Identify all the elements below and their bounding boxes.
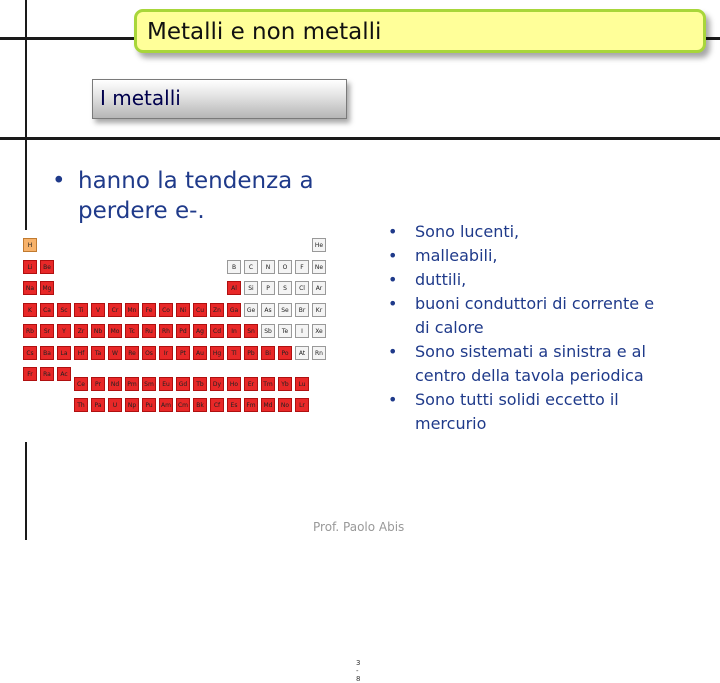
element-cell-he: He bbox=[312, 238, 326, 252]
element-cell-sb: Sb bbox=[261, 324, 275, 338]
section-heading-box bbox=[92, 79, 347, 119]
element-cell-p: P bbox=[261, 281, 275, 295]
element-cell-bi: Bi bbox=[261, 346, 275, 360]
element-cell-pb: Pb bbox=[244, 346, 258, 360]
element-cell-au: Au bbox=[193, 346, 207, 360]
element-cell-pt: Pt bbox=[176, 346, 190, 360]
element-cell-cf: Cf bbox=[210, 398, 224, 412]
element-cell-ga: Ga bbox=[227, 303, 241, 317]
element-cell-hg: Hg bbox=[210, 346, 224, 360]
element-cell-kr: Kr bbox=[312, 303, 326, 317]
element-cell-ta: Ta bbox=[91, 346, 105, 360]
bullet-text-line1: hanno la tendenza a bbox=[78, 168, 314, 194]
element-cell-nd: Nd bbox=[108, 377, 122, 391]
property-text: Sono sistemati a sinistra e al bbox=[415, 342, 646, 361]
element-cell-pa: Pa bbox=[91, 398, 105, 412]
element-cell-zr: Zr bbox=[74, 324, 88, 338]
element-cell-po: Po bbox=[278, 346, 292, 360]
bullet-marker: • bbox=[388, 294, 398, 313]
element-cell-si: Si bbox=[244, 281, 258, 295]
element-cell-at: At bbox=[295, 346, 309, 360]
element-cell-mg: Mg bbox=[40, 281, 54, 295]
element-cell-cl: Cl bbox=[295, 281, 309, 295]
element-cell-in: In bbox=[227, 324, 241, 338]
element-cell-be: Be bbox=[40, 260, 54, 274]
property-text: buoni conduttori di corrente e bbox=[415, 294, 655, 313]
property-text: centro della tavola periodica bbox=[415, 366, 644, 385]
element-cell-ba: Ba bbox=[40, 346, 54, 360]
element-cell-md: Md bbox=[261, 398, 275, 412]
element-cell-cr: Cr bbox=[108, 303, 122, 317]
element-cell-la: La bbox=[57, 346, 71, 360]
element-cell-na: Na bbox=[23, 281, 37, 295]
bullet-marker: • bbox=[52, 168, 66, 194]
element-cell-al: Al bbox=[227, 281, 241, 295]
slide-title-box bbox=[134, 9, 706, 53]
element-cell-ce: Ce bbox=[74, 377, 88, 391]
upper-rule bbox=[0, 137, 720, 140]
element-cell-tb: Tb bbox=[193, 377, 207, 391]
element-cell-lu: Lu bbox=[295, 377, 309, 391]
element-cell-tl: Tl bbox=[227, 346, 241, 360]
element-cell-se: Se bbox=[278, 303, 292, 317]
element-cell-mn: Mn bbox=[125, 303, 139, 317]
element-cell-ti: Ti bbox=[74, 303, 88, 317]
element-cell-eu: Eu bbox=[159, 377, 173, 391]
bullet-text-line2: perdere e-. bbox=[78, 198, 205, 224]
bullet-marker: • bbox=[388, 270, 398, 289]
element-cell-xe: Xe bbox=[312, 324, 326, 338]
element-cell-dy: Dy bbox=[210, 377, 224, 391]
element-cell-co: Co bbox=[159, 303, 173, 317]
element-cell-ar: Ar bbox=[312, 281, 326, 295]
element-cell-tc: Tc bbox=[125, 324, 139, 338]
element-cell-zn: Zn bbox=[210, 303, 224, 317]
element-cell-es: Es bbox=[227, 398, 241, 412]
element-cell-ac: Ac bbox=[57, 367, 71, 381]
element-cell-yb: Yb bbox=[278, 377, 292, 391]
element-cell-os: Os bbox=[142, 346, 156, 360]
element-cell-as: As bbox=[261, 303, 275, 317]
element-cell-b: B bbox=[227, 260, 241, 274]
element-cell-am: Am bbox=[159, 398, 173, 412]
element-cell-pu: Pu bbox=[142, 398, 156, 412]
author-footer: Prof. Paolo Abis bbox=[313, 520, 405, 534]
slide-title: Metalli e non metalli bbox=[147, 19, 382, 45]
element-cell-np: Np bbox=[125, 398, 139, 412]
element-cell-pd: Pd bbox=[176, 324, 190, 338]
element-cell-tm: Tm bbox=[261, 377, 275, 391]
element-cell-ge: Ge bbox=[244, 303, 258, 317]
element-cell-h: H bbox=[23, 238, 37, 252]
bullet-marker: • bbox=[388, 390, 398, 409]
element-cell-cs: Cs bbox=[23, 346, 37, 360]
element-cell-ne: Ne bbox=[312, 260, 326, 274]
element-cell-ho: Ho bbox=[227, 377, 241, 391]
element-cell-rb: Rb bbox=[23, 324, 37, 338]
property-text: Sono tutti solidi eccetto il bbox=[415, 390, 619, 409]
element-cell-rn: Rn bbox=[312, 346, 326, 360]
property-text: mercurio bbox=[415, 414, 487, 433]
element-cell-n: N bbox=[261, 260, 275, 274]
element-cell-v: V bbox=[91, 303, 105, 317]
element-cell-no: No bbox=[278, 398, 292, 412]
element-cell-k: K bbox=[23, 303, 37, 317]
element-cell-ca: Ca bbox=[40, 303, 54, 317]
element-cell-nb: Nb bbox=[91, 324, 105, 338]
element-cell-s: S bbox=[278, 281, 292, 295]
element-cell-sn: Sn bbox=[244, 324, 258, 338]
element-cell-o: O bbox=[278, 260, 292, 274]
element-cell-fr: Fr bbox=[23, 367, 37, 381]
element-cell-pr: Pr bbox=[91, 377, 105, 391]
figure-label: 3 - 8 bbox=[356, 659, 361, 683]
element-cell-sm: Sm bbox=[142, 377, 156, 391]
element-cell-cu: Cu bbox=[193, 303, 207, 317]
element-cell-er: Er bbox=[244, 377, 258, 391]
element-cell-te: Te bbox=[278, 324, 292, 338]
element-cell-cm: Cm bbox=[176, 398, 190, 412]
bullet-marker: • bbox=[388, 342, 398, 361]
element-cell-br: Br bbox=[295, 303, 309, 317]
element-cell-th: Th bbox=[74, 398, 88, 412]
element-cell-ag: Ag bbox=[193, 324, 207, 338]
bullet-marker: • bbox=[388, 222, 398, 241]
element-cell-ru: Ru bbox=[142, 324, 156, 338]
element-cell-gd: Gd bbox=[176, 377, 190, 391]
property-text: malleabili, bbox=[415, 246, 498, 265]
element-cell-ra: Ra bbox=[40, 367, 54, 381]
section-heading: I metalli bbox=[100, 86, 181, 110]
property-text: duttili, bbox=[415, 270, 467, 289]
element-cell-mo: Mo bbox=[108, 324, 122, 338]
element-cell-rh: Rh bbox=[159, 324, 173, 338]
element-cell-bk: Bk bbox=[193, 398, 207, 412]
element-cell-fe: Fe bbox=[142, 303, 156, 317]
element-cell-sr: Sr bbox=[40, 324, 54, 338]
element-cell-w: W bbox=[108, 346, 122, 360]
element-cell-f: F bbox=[295, 260, 309, 274]
property-text: di calore bbox=[415, 318, 484, 337]
element-cell-lr: Lr bbox=[295, 398, 309, 412]
element-cell-i: I bbox=[295, 324, 309, 338]
element-cell-ir: Ir bbox=[159, 346, 173, 360]
element-cell-cd: Cd bbox=[210, 324, 224, 338]
bullet-marker: • bbox=[388, 246, 398, 265]
element-cell-li: Li bbox=[23, 260, 37, 274]
element-cell-re: Re bbox=[125, 346, 139, 360]
element-cell-y: Y bbox=[57, 324, 71, 338]
element-cell-u: U bbox=[108, 398, 122, 412]
element-cell-c: C bbox=[244, 260, 258, 274]
element-cell-hf: Hf bbox=[74, 346, 88, 360]
element-cell-fm: Fm bbox=[244, 398, 258, 412]
element-cell-ni: Ni bbox=[176, 303, 190, 317]
element-cell-sc: Sc bbox=[57, 303, 71, 317]
element-cell-pm: Pm bbox=[125, 377, 139, 391]
property-text: Sono lucenti, bbox=[415, 222, 520, 241]
